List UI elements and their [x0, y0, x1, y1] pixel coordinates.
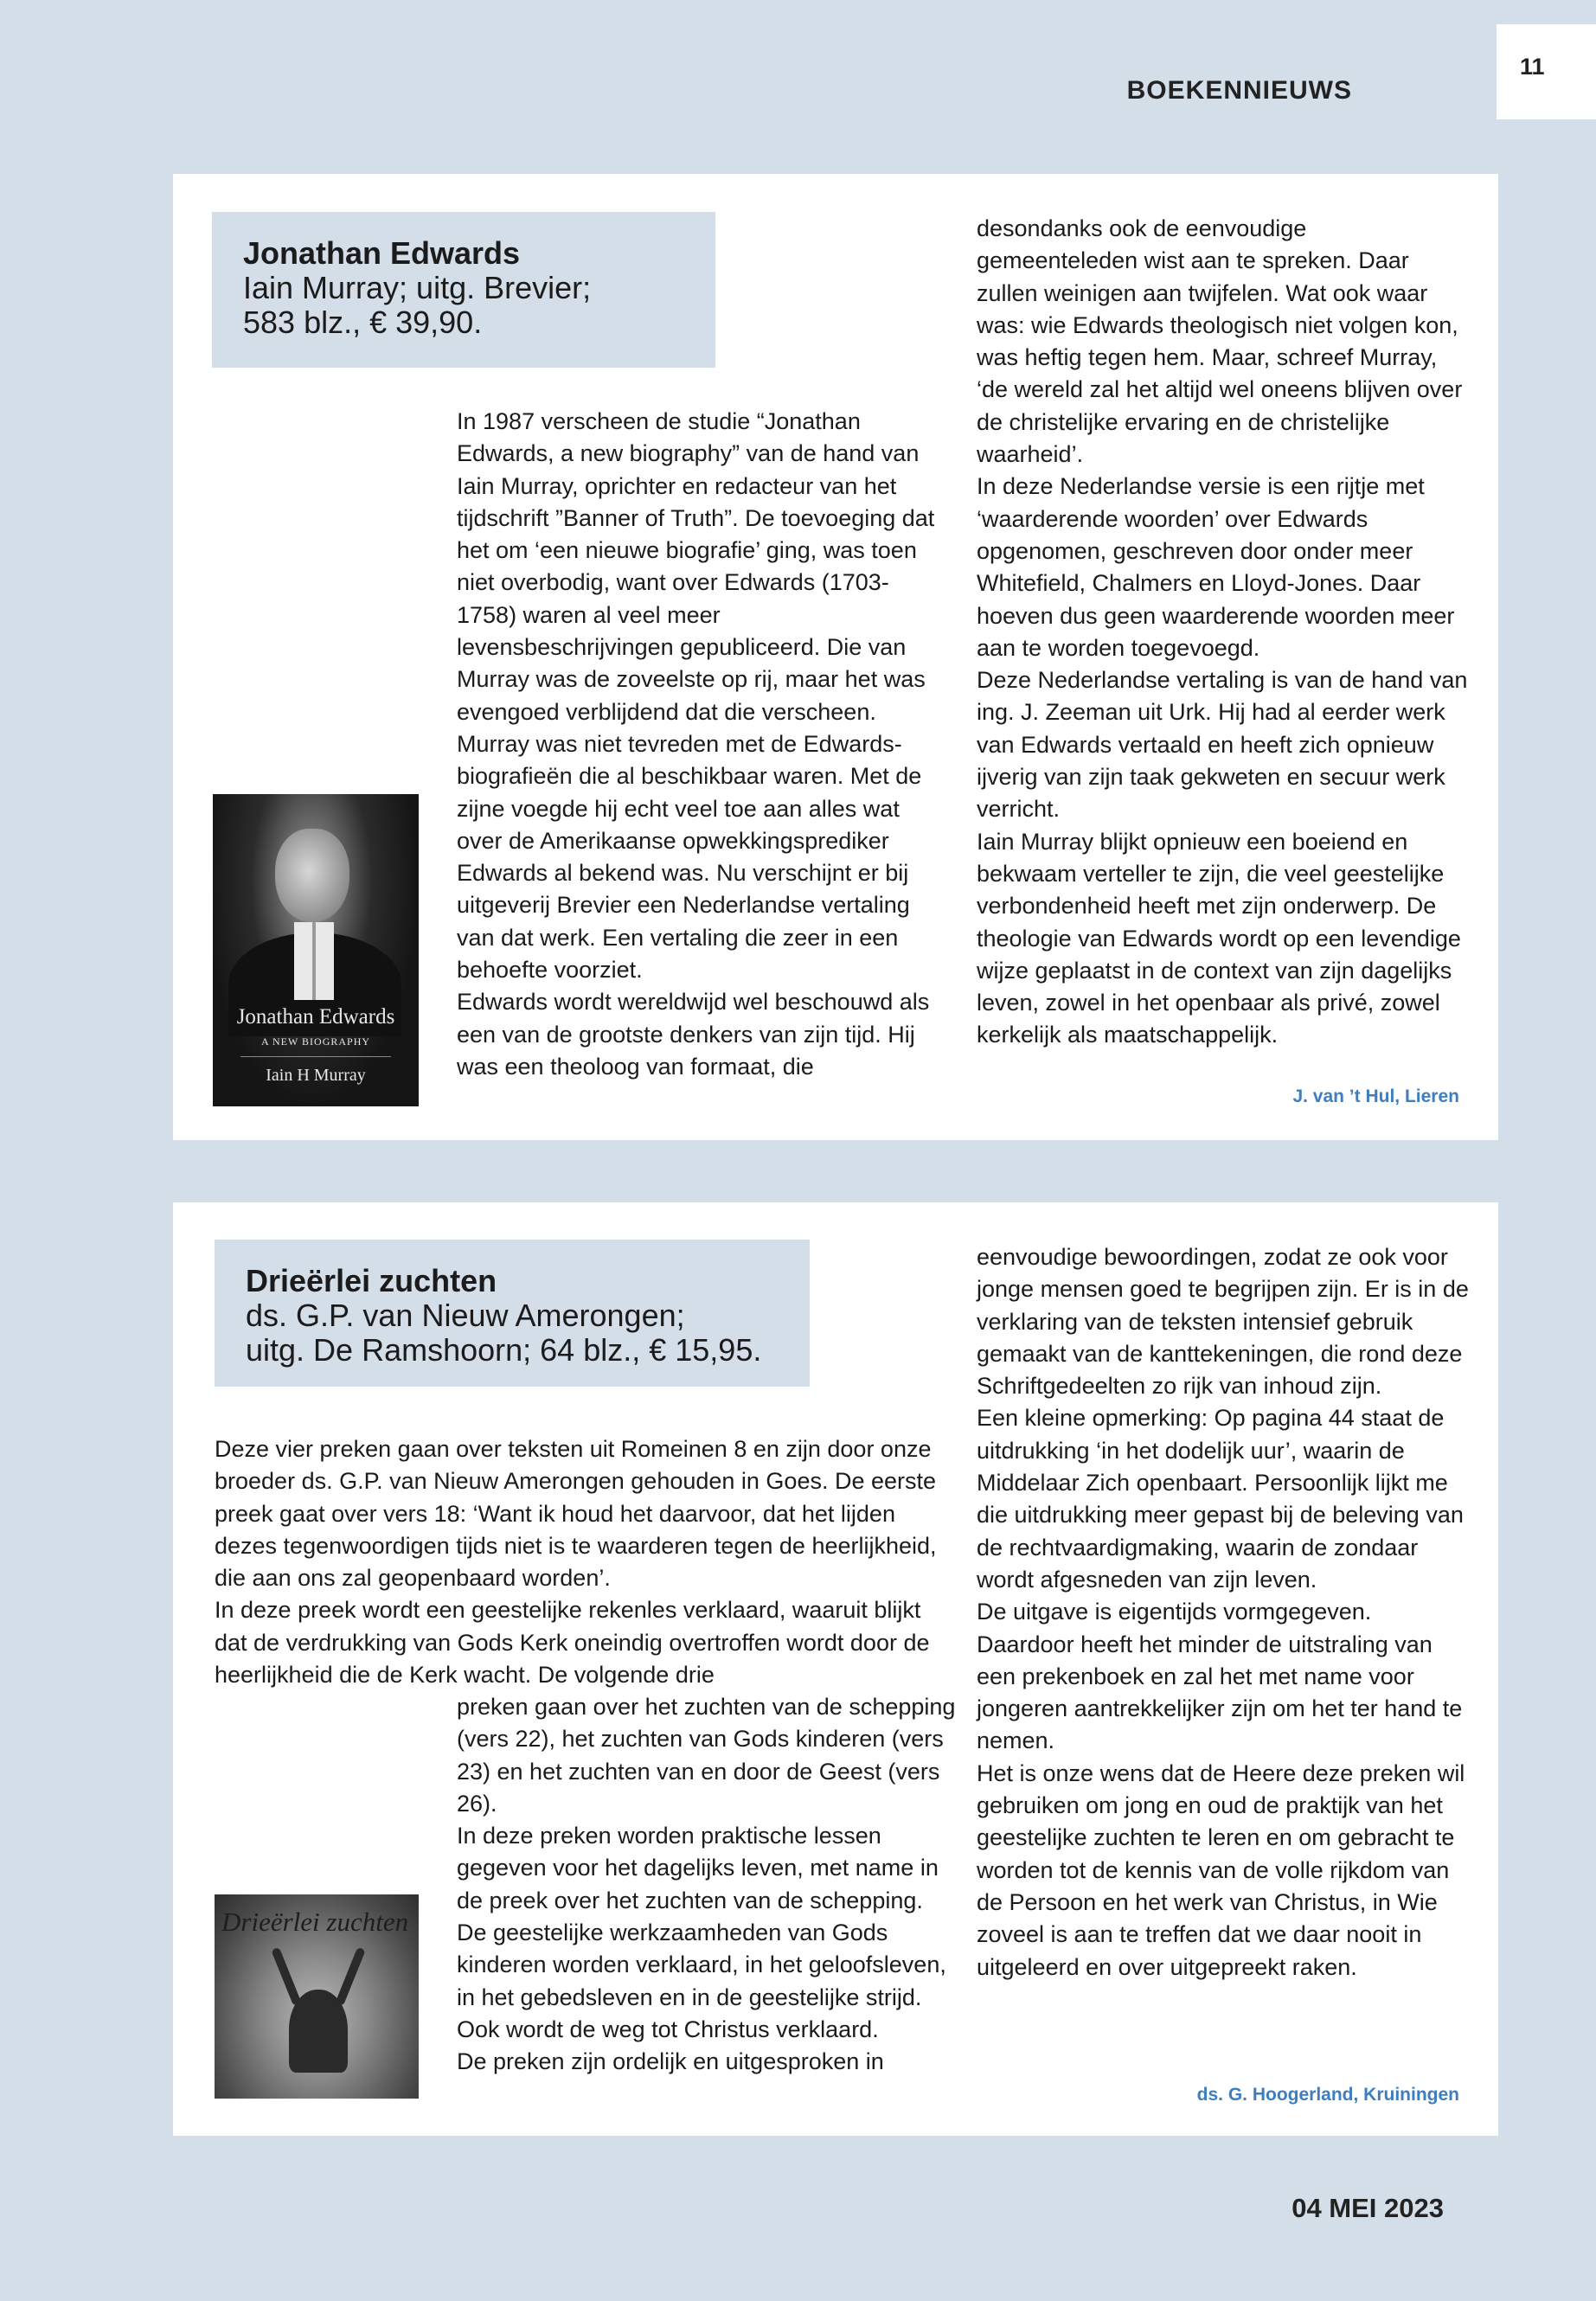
issue-date: 04 MEI 2023: [1292, 2193, 1444, 2223]
cover-portrait-bands: [294, 922, 334, 1000]
review-text-column: [977, 1241, 1470, 1984]
book-title: Drieërlei zuchten: [246, 1263, 497, 1298]
cover-author: Iain H Murray: [266, 1066, 366, 1085]
review-text-column: [457, 1691, 958, 2079]
book-header: [215, 1240, 810, 1387]
review-card-edwards: [173, 174, 1498, 1140]
review-text-column: [977, 213, 1470, 1052]
paragraph: Edwards wordt wereldwijd wel beschouwd als een van de grootste denkers van zijn tijd. Hij was een theoloog van formaat, die: [457, 989, 930, 1080]
reviewer-signature: J. van ’t Hul, Lieren: [1292, 1086, 1459, 1106]
book-meta-line: uitg. De Ramshoorn; 64 blz., € 15,95.: [246, 1332, 762, 1368]
cover-title: Drieërlei zuchten: [221, 1907, 409, 1937]
page-number: 11: [1520, 54, 1545, 80]
paragraph: De preken zijn ordelijk en uitgesproken in: [457, 2048, 884, 2075]
paragraph: In 1987 verscheen de studie “Jonathan Edwards, a new biography” van de hand van Iain Murray, oprichter en redacteur van het tijdschrift ”Banner of Truth”. De toevoeging dat het om ‘een nieuwe biografie’ ging, was toen niet overbodig, want over Edwards (1703-1758) waren al veel meer levensbeschrijvingen gepubliceerd. Die van Murray was de zoveelste op rij, maar het was evengoed verblijdend dat die verscheen. Murray was niet tevreden met de Edwards-biografieën die al beschikbaar waren. Met de zijne voegde hij echt veel toe aan alles wat over de Amerikaanse opwekkingsprediker Edwards al bekend was. Nu verschijnt er bij uitgeverij Brevier een Nederlandse vertaling van dat werk. Een vertaling die zeer in een behoefte voorziet.: [457, 408, 935, 984]
review-card-drieerlei-zuchten: [173, 1202, 1498, 2136]
book-meta-line: ds. G.P. van Nieuw Amerongen;: [246, 1298, 685, 1333]
book-meta-line: Iain Murray; uitg. Brevier;: [243, 270, 592, 305]
book-cover-image: [215, 1894, 419, 2099]
book-meta-line: 583 blz., € 39,90.: [243, 304, 483, 340]
paragraph: Iain Murray blijkt opnieuw een boeiend en bekwaam verteller te zijn, die veel geestelijke verbondenheid heeft met zijn onderwerp. De theologie van Edwards wordt op een levendige wijze geplaatst in de context van zijn dagelijks leven, zowel in het openbaar als privé, zowel kerkelijk als maatschappelijk.: [977, 828, 1461, 1048]
paragraph: Het is onze wens dat de Heere deze preken wil gebruiken om jong en oud de praktijk van het geestelijke zuchten te leren en om gebracht te worden tot de kennis van de volle rijkdom van de Persoon en het werk van Christus, in Wie zoveel is aan te treffen dat we daar nooit in uitgeleerd en over uitgepreekt raken.: [977, 1759, 1465, 1980]
cover-divider: [240, 1056, 391, 1057]
cover-figure-arm: [271, 1947, 301, 2007]
review-text-column: [457, 406, 941, 1083]
review-text-column: [215, 1433, 958, 1691]
book-title: Jonathan Edwards: [243, 235, 521, 271]
paragraph: eenvoudige bewoordingen, zodat ze ook voor jonge mensen goed te begrijpen zijn. Er is in de verklaring van de teksten intensief gebruik gemaakt van de kanttekeningen, die rond deze Schriftgedeelten zo rijk van inhoud zijn.: [977, 1244, 1469, 1400]
paragraph: preken gaan over het zuchten van de schepping (vers 22), het zuchten van Gods kinderen (vers 23) en het zuchten van en door de Geest (vers 26).: [457, 1694, 956, 1817]
page-number-tab: [1497, 24, 1596, 119]
paragraph: In deze preek wordt een geestelijke rekenles verklaard, waaruit blijkt dat de verdrukking van Gods Kerk oneindig overtroffen wordt door de heerlijkheid die de Kerk wacht. De volgende drie: [215, 1597, 930, 1689]
cover-portrait-face: [275, 829, 349, 922]
book-header: [212, 212, 715, 368]
paragraph: De uitgave is eigentijds vormgegeven. Daardoor heeft het minder de uitstraling van een prekenboek en zal het met name voor jongeren aantrekkelijker zijn om het ter hand te nemen.: [977, 1599, 1463, 1754]
paragraph: Een kleine opmerking: Op pagina 44 staat de uitdrukking ‘in het dodelijk uur’, waarin de Middelaar Zich openbaart. Persoonlijk lijkt me die uitdrukking meer gepast bij de beleving van de rechtvaardigmaking, waarin de zondaar wordt afgesneden van zijn leven.: [977, 1405, 1464, 1593]
paragraph: Deze Nederlandse vertaling is van de hand van ing. J. Zeeman uit Urk. Hij had al eerder werk van Edwards vertaald en heeft zich opnieuw ijverig van zijn taak gekweten en secuur werk verricht.: [977, 667, 1468, 823]
cover-title: Jonathan Edwards: [236, 1005, 395, 1029]
section-label: BOEKENNIEUWS: [1126, 76, 1352, 105]
paragraph: Deze vier preken gaan over teksten uit Romeinen 8 en zijn door onze broeder ds. G.P. van Nieuw Amerongen gehouden in Goes. De eerste preek gaat over vers 18: ‘Want ik houd het daarvoor, dat het lijden dezes tegenwoordigen tijds niet is te waarderen tegen de heerlijkheid, die aan ons zal geopenbaard worden’.: [215, 1436, 937, 1592]
book-cover-image: [213, 794, 419, 1106]
paragraph: desondanks ook de eenvoudige gemeenteleden wist aan te spreken. Daar zullen weinigen aan twijfelen. Wat ook waar was: wie Edwards theologisch niet volgen kon, was heftig tegen hem. Maar, schreef Murray, ‘de wereld zal het altijd wel oneens blijven over de christelijke ervaring en de christelijke waarheid’.: [977, 215, 1463, 468]
cover-figure-arm: [335, 1947, 365, 2007]
cover-figure: [289, 1990, 348, 2073]
reviewer-signature: ds. G. Hoogerland, Kruiningen: [1196, 2085, 1459, 2105]
cover-subtitle: A NEW BIOGRAPHY: [260, 1035, 371, 1048]
paragraph: In deze preken worden praktische lessen gegeven voor het dagelijks leven, met name in de preek over het zuchten van de schepping. De geestelijke werkzaamheden van Gods kinderen worden verklaard, in het geloofsleven, in het gebedsleven en in de geestelijke strijd. Ook wordt de weg tot Christus verklaard.: [457, 1823, 946, 2042]
paragraph: In deze Nederlandse versie is een rijtje met ‘waarderende woorden’ over Edwards opgenomen, geschreven door onder meer Whitefield, Chalmers en Lloyd-Jones. Daar hoeven dus geen waarderende woorden meer aan te worden toegevoegd.: [977, 473, 1455, 661]
